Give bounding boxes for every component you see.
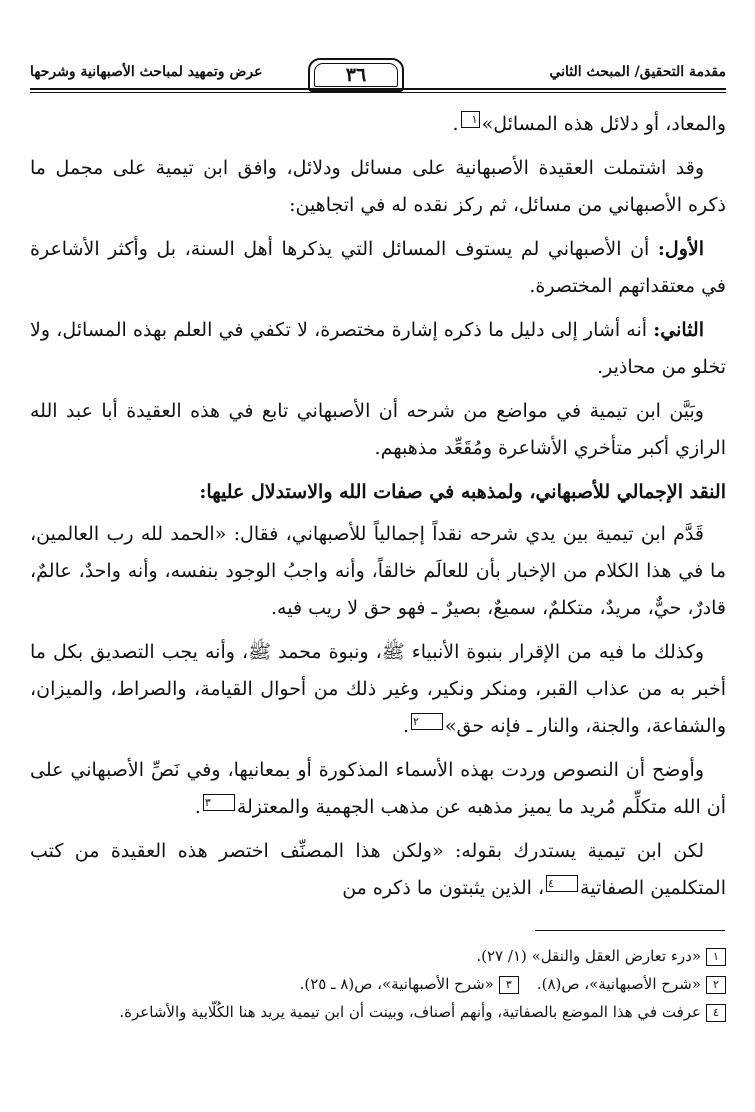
- section-heading: النقد الإجمالي للأصبهاني، ولمذهبه في صفات الله والاستدلال عليها:: [199, 481, 726, 503]
- paragraph-tail: .: [452, 113, 459, 135]
- footnote-ref-2[interactable]: ٢: [411, 713, 443, 730]
- paragraph-text: أن الأصبهاني لم يستوف المسائل التي يذكرها أهل السنة، بل وأكثر الأشاعرة في معتقداتهم المختصرة.: [30, 238, 726, 297]
- footnotes: [30, 942, 726, 1026]
- running-header: [30, 60, 726, 100]
- paragraph-9: [30, 833, 726, 907]
- paragraph-first-direction: [30, 231, 726, 305]
- main-text: [30, 106, 726, 914]
- footnote-ref-1[interactable]: ١: [461, 111, 480, 128]
- lead-word: الأول:: [657, 238, 704, 260]
- paragraph-1: [30, 106, 726, 143]
- section-title: عرض وتمهيد لمباحث الأصبهانية وشرحها: [30, 64, 263, 80]
- paragraph-tail: ، الذين يثبتون ما ذكره من: [342, 877, 545, 899]
- paragraph-tail: .: [194, 796, 201, 818]
- paragraph-7: [30, 634, 726, 745]
- footnote-1: [30, 942, 726, 970]
- paragraph-tail: .: [402, 715, 409, 737]
- header-rule: [30, 88, 726, 90]
- paragraph-text: والمعاد، أو دلائل هذه المسائل»: [481, 113, 726, 135]
- footnote-number: ١: [706, 948, 726, 966]
- paragraph-8: [30, 752, 726, 826]
- footnote-text: عرفت في هذا الموضع بالصفاتية، وأنهم أصناف، وبينت أن ابن تيمية يريد هنا الكُلّابية والأشاعرة.: [119, 1003, 701, 1021]
- footnote-number: ٣: [499, 976, 519, 994]
- footnote-text: «شرح الأصبهانية»، ص(٨).: [536, 975, 701, 993]
- footnote-number: ٢: [706, 976, 726, 994]
- paragraph-5: وبَيَّن ابن تيمية في مواضع من شرحه أن الأصبهاني تابع في هذه العقيدة أبا عبد الله الرازي أكبر متأخري الأشاعرة ومُقَعِّد مذهبهم.: [30, 400, 726, 459]
- footnote-ref-3[interactable]: ٣: [203, 794, 235, 811]
- footnote-text: «درء تعارض العقل والنقل» (١/ ٢٧).: [476, 947, 701, 965]
- chapter-title: مقدمة التحقيق/ المبحث الثاني: [549, 64, 726, 80]
- paragraph-text: أنه أشار إلى دليل ما ذكره إشارة مختصرة، لا تكفي في العلم بهذه المسائل، ولا تخلو من محاذير.: [30, 319, 726, 378]
- footnote-number: ٤: [706, 1004, 726, 1022]
- lead-word: الثاني:: [653, 319, 704, 341]
- footnote-4: [30, 998, 726, 1026]
- footnote-text: «شرح الأصبهانية»، ص(٨ ـ ٢٥).: [299, 975, 494, 993]
- paragraph-6: قَدَّم ابن تيمية بين يدي شرحه نقداً إجمالياً للأصبهاني، فقال: «الحمد لله رب العالمين، ما في هذا الكلام من الإخبار بأن للعالَم خالقاً، وأنه واجبُ الوجود بنفسه، وأنه واحدٌ، عالمٌ، قادرٌ، حيٌّ، مريدٌ، متكلمٌ، سميعٌ، بصيرٌ ـ فهو حق لا ريب فيه.: [30, 523, 726, 619]
- paragraph-text: وأوضح أن النصوص وردت بهذه الأسماء المذكورة أو بمعانيها، وفي نَصِّ الأصبهاني على أن الله متكلِّم مُريد ما يميز مذهبه عن مذهب الجهمية والمعتزلة: [30, 759, 726, 818]
- paragraph-text: لكن ابن تيمية يستدرك بقوله: «ولكن هذا المصنِّف اختصر هذه العقيدة من كتب المتكلمين الصفاتية: [30, 840, 726, 899]
- footnote-2-3: [30, 970, 726, 998]
- footnote-ref-4[interactable]: ٤: [546, 875, 578, 892]
- header-rule-thin: [30, 92, 726, 93]
- footnote-separator: [535, 930, 725, 931]
- page-number: ٣٦: [308, 58, 404, 92]
- paragraph-second-direction: [30, 312, 726, 386]
- paragraph-text: وكذلك ما فيه من الإقرار بنبوة الأنبياء ﷺ، ونبوة محمد ﷺ، وأنه يجب التصديق بكل ما أخبر به من عذاب القبر، ومنكر ونكير، وغير ذلك من أحوال القيامة، والصراط، والميزان، والشفاعة، والجنة، والنار ـ فإنه حق»: [30, 641, 726, 737]
- paragraph-2: وقد اشتملت العقيدة الأصبهانية على مسائل ودلائل، وافق ابن تيمية على مجمل ما ذكره الأصبهاني من مسائل، ثم ركز نقده له في اتجاهين:: [30, 157, 726, 216]
